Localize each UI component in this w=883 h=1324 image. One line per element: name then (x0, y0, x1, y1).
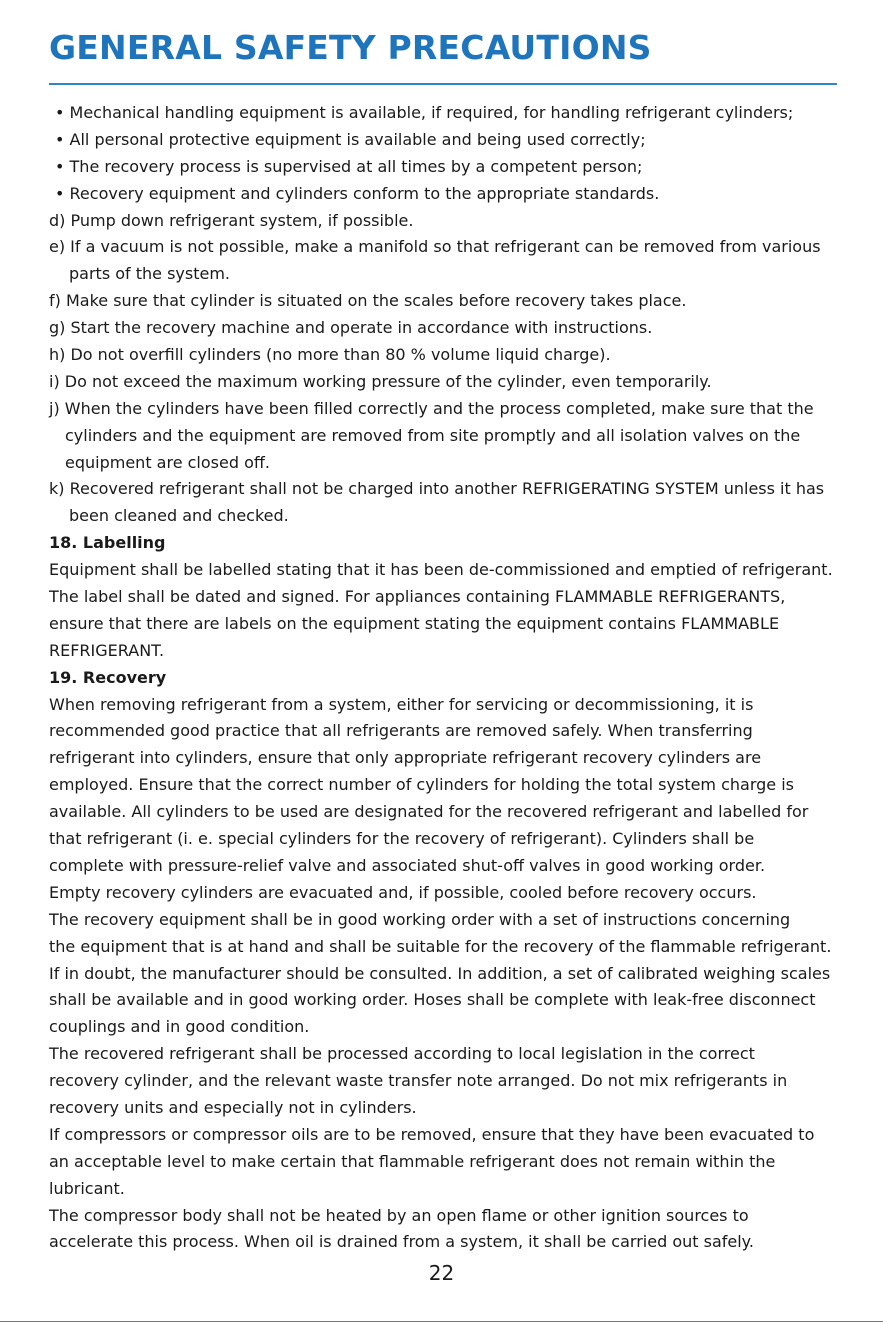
paragraph-line: If compressors or compressor oils are to be removed, ensure that they have been evacuated to (49, 1124, 815, 1144)
step-d: d) Pump down refrigerant system, if possible. (49, 210, 414, 230)
paragraph-line: recovery cylinder, and the relevant waste transfer note arranged. Do not mix refrigerants in (49, 1071, 788, 1091)
bullet-item: • Mechanical handling equipment is available, if required, for handling refrigerant cylinders; (55, 103, 794, 122)
recovery-paragraph (49, 692, 849, 1257)
step-g: g) Start the recovery machine and operate in accordance with instructions. (49, 318, 653, 338)
step-i: i) Do not exceed the maximum working pressure of the cylinder, even temporarily. (49, 371, 712, 391)
paragraph-line: The recovered refrigerant shall be processed according to local legislation in the correct (49, 1044, 755, 1064)
bullet-item: • The recovery process is supervised at all times by a competent person; (55, 156, 643, 176)
paragraph-line: lubricant. (49, 1178, 125, 1198)
section-heading-labelling: 18. Labelling (49, 533, 166, 553)
bottom-border (0, 1321, 883, 1322)
paragraph-line: The compressor body shall not be heated by an open flame or other ignition sources to (49, 1205, 749, 1225)
step-j: j) When the cylinders have been filled correctly and the process completed, make sure that the (49, 398, 814, 418)
step-j-continued: cylinders and the equipment are removed from site promptly and all isolation valves on the (65, 425, 801, 445)
paragraph-line: ensure that there are labels on the equipment stating the equipment contains FLAMMABLE (49, 613, 780, 633)
section-heading-recovery: 19. Recovery (49, 667, 167, 687)
paragraph-line: Equipment shall be labelled stating that it has been de-commissioned and emptied of refrigerant. (49, 560, 833, 580)
paragraph-line: shall be available and in good working order. Hoses shall be complete with leak-free disconnect (49, 990, 816, 1010)
step-k: k) Recovered refrigerant shall not be charged into another REFRIGERATING SYSTEM unless it has (49, 479, 825, 499)
paragraph-line: complete with pressure-relief valve and associated shut-off valves in good working order. (49, 855, 766, 875)
paragraph-line: When removing refrigerant from a system, either for servicing or decommissioning, it is (49, 694, 754, 714)
paragraph-line: REFRIGERANT. (49, 640, 165, 660)
paragraph-line: available. All cylinders to be used are designated for the recovered refrigerant and labelled for (49, 802, 809, 822)
step-f: f) Make sure that cylinder is situated on the scales before recovery takes place. (49, 291, 687, 311)
paragraph-line: that refrigerant (i. e. special cylinders for the recovery of refrigerant). Cylinders shall be (49, 829, 755, 849)
labelling-paragraph (49, 557, 849, 665)
paragraph-line: The label shall be dated and signed. For appliances containing FLAMMABLE REFRIGERANTS, (49, 587, 786, 607)
step-j-continued: equipment are closed off. (65, 452, 270, 472)
paragraph-line: recovery units and especially not in cylinders. (49, 1097, 417, 1117)
paragraph-line: recommended good practice that all refrigerants are removed safely. When transferring (49, 721, 753, 741)
paragraph-line: Empty recovery cylinders are evacuated and, if possible, cooled before recovery occurs. (49, 882, 757, 902)
paragraph-line: employed. Ensure that the correct number of cylinders for holding the total system charge is (49, 775, 795, 795)
paragraph-line: accelerate this process. When oil is drained from a system, it shall be carried out safely. (49, 1232, 754, 1252)
paragraph-line: an acceptable level to make certain that flammable refrigerant does not remain within the (49, 1151, 776, 1171)
page-number: 22 (428, 1261, 455, 1285)
paragraph-line: the equipment that is at hand and shall be suitable for the recovery of the flammable refrigerant. (49, 936, 832, 956)
step-k-continued: been cleaned and checked. (69, 506, 289, 526)
paragraph-line: couplings and in good condition. (49, 1017, 310, 1037)
paragraph-line: refrigerant into cylinders, ensure that only appropriate refrigerant recovery cylinders are (49, 748, 762, 768)
step-e-continued: parts of the system. (69, 264, 231, 284)
title-underline (49, 83, 837, 85)
bullet-item: • Recovery equipment and cylinders conform to the appropriate standards. (55, 183, 660, 203)
step-e: e) If a vacuum is not possible, make a manifold so that refrigerant can be removed from various (49, 237, 821, 257)
step-h: h) Do not overfill cylinders (no more than 80 % volume liquid charge). (49, 345, 611, 365)
page-body (49, 100, 849, 1256)
page-title: GENERAL SAFETY PRECAUTIONS (49, 28, 652, 67)
bullet-item: • All personal protective equipment is available and being used correctly; (55, 129, 646, 149)
paragraph-line: If in doubt, the manufacturer should be consulted. In addition, a set of calibrated weighing scales (49, 963, 831, 983)
paragraph-line: The recovery equipment shall be in good working order with a set of instructions concerning (49, 909, 791, 929)
